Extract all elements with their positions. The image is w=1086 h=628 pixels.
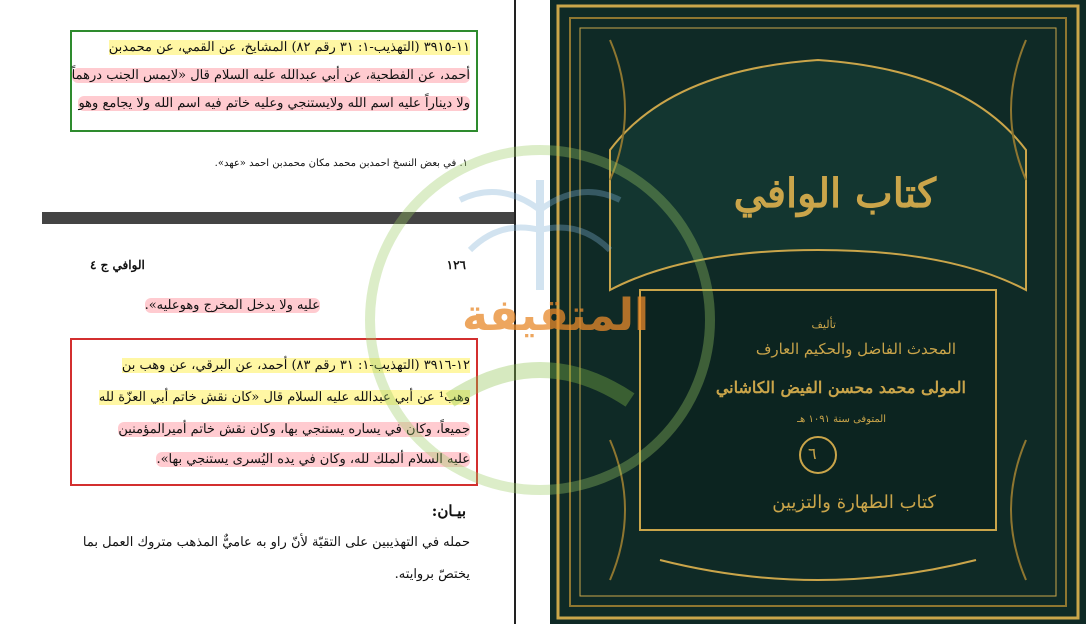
cover-dates: المتوفى سنة ١٠٩١ هـ	[797, 414, 886, 425]
top-entry-line-3: ولا ديناراً عليه اسم الله ولايستنجي وعليه خاتم فيه اسم الله ولا يجامع وهو	[78, 96, 470, 111]
book-volume-header: الوافي ج ٤	[90, 258, 145, 272]
second-entry-line-2: وهب¹ عن أبي عبدالله عليه السلام قال «كان نقش خاتم أبي العزّة لله	[98, 390, 470, 405]
cover-subtitle-1: تأليف	[811, 318, 836, 331]
cover-title: كتاب الوافي	[733, 170, 936, 217]
bayan-line-1: حمله في التهذيبين على التقيّة لأنّ راو به عاميٌّ المذهب متروك العمل بما	[82, 535, 470, 550]
top-entry-line-1: ١١-٣٩١٥ (التهذيب-١: ٣١ رقم ٨٢) المشايخ، عن القمي، عن محمدبن	[108, 40, 470, 55]
scanned-page	[0, 0, 520, 624]
cover-volume: ٦	[808, 444, 817, 463]
page-number: ١٢٦	[446, 258, 466, 272]
page-separator	[42, 212, 514, 224]
second-entry-line-4: عليه السلام ألملك لله، وكان في يده اليُسرى يستنجي بها».	[156, 452, 470, 467]
continuation-line: عليه ولا يدخل المخرج وهوعليه».	[144, 298, 320, 313]
cover-author: المولى محمد محسن الفيض الكاشاني	[715, 378, 966, 397]
second-entry-line-3: جميعاً، وكان في يساره يستنجي بها، وكان نقش خاتم أميرالمؤمنين	[118, 422, 470, 437]
bayan-heading: بيـان:	[431, 502, 466, 520]
bayan-line-2: يختصّ بروايته.	[394, 567, 470, 582]
top-entry-line-2: أحمد، عن الفطحية، عن أبي عبدالله عليه السلام قال «لايمس الجنب درهماً	[71, 68, 470, 83]
cover-section: كتاب الطهارة والتزيين	[772, 492, 936, 513]
watermark-text: المتقيفة	[462, 290, 650, 341]
footnote: ١. في بعض النسخ احمدبن محمد مكان محمدبن احمد «عهد».	[214, 158, 468, 169]
cover-subtitle-2: المحدث الفاضل والحكيم العارف	[755, 340, 956, 358]
second-entry-line-1: ١٢-٣٩١٦ (التهذيب-١: ٣١ رقم ٨٣) أحمد، عن البرقي، عن وهب بن	[121, 358, 470, 373]
